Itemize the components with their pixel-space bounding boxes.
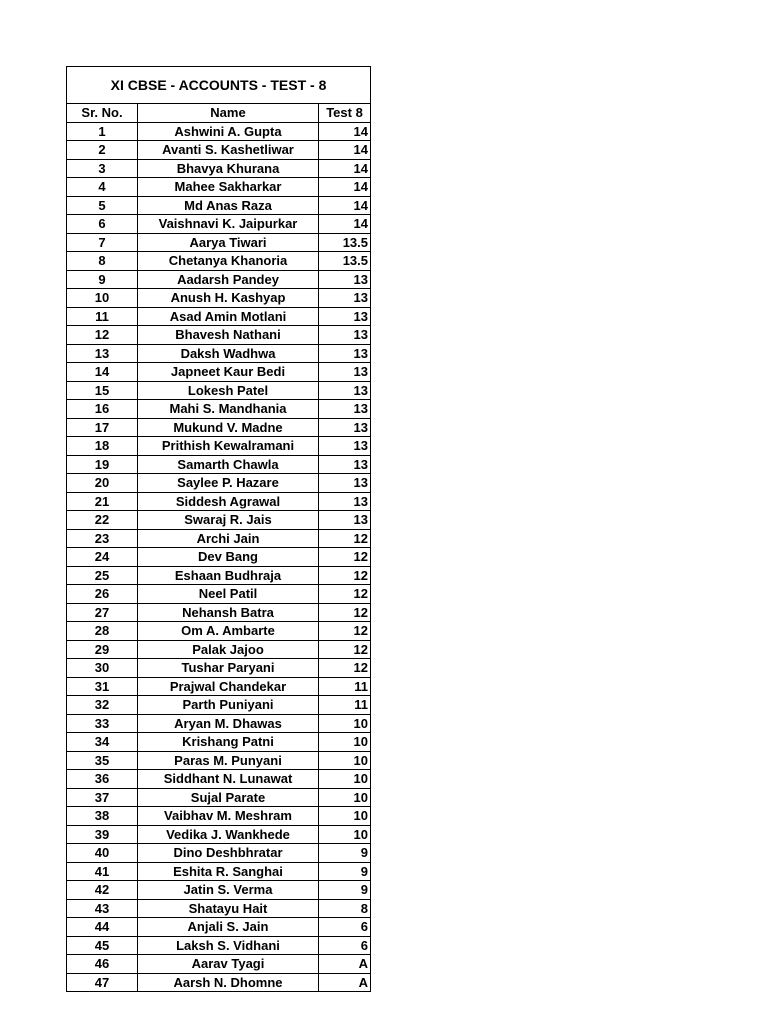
table-row <box>67 437 370 456</box>
cell-name: Siddhant N. Lunawat <box>138 770 319 788</box>
cell-sr-no: 42 <box>67 881 138 899</box>
cell-score: 13 <box>353 475 368 490</box>
cell-score: 10 <box>353 826 368 842</box>
cell-score: 10 <box>353 752 368 768</box>
cell-sr-no: 1 <box>67 123 138 141</box>
cell-name: Dino Deshbhratar <box>138 844 319 862</box>
cell-sr-no: 20 <box>67 474 138 492</box>
cell-sr-no: 26 <box>67 585 138 603</box>
cell-sr-no: 35 <box>67 752 138 770</box>
cell-name: Daksh Wadhwa <box>138 345 319 363</box>
cell-name: Archi Jain <box>138 530 319 548</box>
cell-name: Chetanya Khanoria <box>138 252 319 270</box>
cell-score: 14 <box>353 179 368 194</box>
cell-sr-no: 12 <box>67 326 138 344</box>
cell-name: Swaraj R. Jais <box>138 511 319 529</box>
cell-score: 14 <box>353 160 368 176</box>
cell-score: 10 <box>353 789 368 805</box>
table-row <box>67 752 370 771</box>
cell-name: Prithish Kewalramani <box>138 437 319 455</box>
cell-score: 13.5 <box>342 253 368 268</box>
cell-score: 9 <box>360 863 368 879</box>
cell-name: Tushar Paryani <box>138 659 319 677</box>
table-row <box>67 955 370 974</box>
table-row <box>67 807 370 826</box>
table-row <box>67 493 370 512</box>
table-row <box>67 696 370 715</box>
cell-name: Siddesh Agrawal <box>138 493 319 511</box>
table-row <box>67 530 370 549</box>
cell-sr-no: 28 <box>67 622 138 640</box>
cell-name: Parth Puniyani <box>138 696 319 714</box>
cell-score: 8 <box>360 900 368 916</box>
table-row <box>67 197 370 216</box>
cell-name: Prajwal Chandekar <box>138 678 319 696</box>
cell-score: 13 <box>353 456 368 472</box>
cell-score: 14 <box>353 123 368 139</box>
cell-sr-no: 44 <box>67 918 138 936</box>
cell-sr-no: 43 <box>67 900 138 918</box>
cell-sr-no: 27 <box>67 604 138 622</box>
cell-score: 10 <box>353 771 368 786</box>
cell-score: 12 <box>353 567 368 583</box>
cell-sr-no: 30 <box>67 659 138 677</box>
cell-name: Eshita R. Sanghai <box>138 863 319 881</box>
cell-score: 10 <box>353 734 368 749</box>
cell-score: 12 <box>353 623 368 638</box>
table-row <box>67 863 370 882</box>
cell-sr-no: 6 <box>67 215 138 233</box>
cell-name: Shatayu Hait <box>138 900 319 918</box>
cell-name: Aadarsh Pandey <box>138 271 319 289</box>
cell-sr-no: 41 <box>67 863 138 881</box>
table-row <box>67 456 370 475</box>
cell-name: Anush H. Kashyap <box>138 289 319 307</box>
cell-name: Aryan M. Dhawas <box>138 715 319 733</box>
cell-name: Anjali S. Jain <box>138 918 319 936</box>
table-row <box>67 123 370 142</box>
cell-sr-no: 3 <box>67 160 138 178</box>
cell-sr-no: 15 <box>67 382 138 400</box>
table-row <box>67 826 370 845</box>
cell-name: Aarav Tyagi <box>138 955 319 973</box>
cell-score: A <box>358 974 368 990</box>
cell-name: Md Anas Raza <box>138 197 319 215</box>
cell-name: Ashwini A. Gupta <box>138 123 319 141</box>
cell-name: Vaishnavi K. Jaipurkar <box>138 215 319 233</box>
cell-sr-no: 10 <box>67 289 138 307</box>
cell-name: Samarth Chawla <box>138 456 319 474</box>
cell-sr-no: 22 <box>67 511 138 529</box>
cell-name: Saylee P. Hazare <box>138 474 319 492</box>
cell-sr-no: 33 <box>67 715 138 733</box>
cell-sr-no: 2 <box>67 141 138 159</box>
cell-score: 12 <box>353 586 368 601</box>
cell-name: Neel Patil <box>138 585 319 603</box>
cell-sr-no: 34 <box>67 733 138 751</box>
table-row <box>67 881 370 900</box>
cell-sr-no: 13 <box>67 345 138 363</box>
table-row <box>67 844 370 863</box>
cell-name: Krishang Patni <box>138 733 319 751</box>
table-row <box>67 382 370 401</box>
cell-name: Mukund V. Madne <box>138 419 319 437</box>
table-row <box>67 215 370 234</box>
cell-score: 13 <box>353 419 368 435</box>
table-row <box>67 789 370 808</box>
cell-sr-no: 16 <box>67 400 138 418</box>
cell-sr-no: 45 <box>67 937 138 955</box>
cell-sr-no: 14 <box>67 363 138 381</box>
header-sr-no: Sr. No. <box>67 104 138 122</box>
table-row <box>67 511 370 530</box>
cell-sr-no: 36 <box>67 770 138 788</box>
table-row <box>67 400 370 419</box>
cell-name: Bhavya Khurana <box>138 160 319 178</box>
table-row <box>67 585 370 604</box>
table-row <box>67 659 370 678</box>
table-row <box>67 141 370 160</box>
cell-score: 12 <box>353 660 368 675</box>
cell-sr-no: 29 <box>67 641 138 659</box>
table-row <box>67 271 370 290</box>
cell-score: A <box>358 956 368 971</box>
cell-score: 14 <box>353 197 368 213</box>
cell-score: 13 <box>353 327 368 342</box>
cell-sr-no: 25 <box>67 567 138 585</box>
table-row <box>67 641 370 660</box>
cell-score: 12 <box>353 530 368 546</box>
cell-score: 10 <box>353 808 368 823</box>
cell-sr-no: 7 <box>67 234 138 252</box>
cell-name: Lokesh Patel <box>138 382 319 400</box>
cell-score: 13 <box>353 364 368 379</box>
cell-sr-no: 32 <box>67 696 138 714</box>
cell-score: 13 <box>353 345 368 361</box>
cell-score: 12 <box>353 549 368 564</box>
table-row <box>67 567 370 586</box>
cell-name: Laksh S. Vidhani <box>138 937 319 955</box>
cell-name: Palak Jajoo <box>138 641 319 659</box>
results-table <box>66 66 371 992</box>
table-row <box>67 326 370 345</box>
table-row <box>67 308 370 327</box>
cell-sr-no: 46 <box>67 955 138 973</box>
cell-score: 9 <box>360 845 368 860</box>
table-title: XI CBSE - ACCOUNTS - TEST - 8 <box>67 67 370 104</box>
cell-name: Aarya Tiwari <box>138 234 319 252</box>
cell-name: Bhavesh Nathani <box>138 326 319 344</box>
cell-name: Mahi S. Mandhania <box>138 400 319 418</box>
table-row <box>67 234 370 253</box>
cell-score: 12 <box>353 604 368 620</box>
table-row <box>67 548 370 567</box>
table-row <box>67 900 370 919</box>
cell-sr-no: 8 <box>67 252 138 270</box>
cell-name: Eshaan Budhraja <box>138 567 319 585</box>
table-row <box>67 178 370 197</box>
cell-sr-no: 18 <box>67 437 138 455</box>
cell-sr-no: 39 <box>67 826 138 844</box>
cell-score: 9 <box>360 882 368 897</box>
cell-score: 13 <box>353 401 368 416</box>
table-row <box>67 289 370 308</box>
cell-name: Vedika J. Wankhede <box>138 826 319 844</box>
cell-name: Mahee Sakharkar <box>138 178 319 196</box>
cell-sr-no: 47 <box>67 974 138 992</box>
cell-score: 10 <box>353 715 368 731</box>
table-row <box>67 160 370 179</box>
cell-sr-no: 40 <box>67 844 138 862</box>
table-header-row <box>67 104 370 123</box>
cell-score: 11 <box>354 678 368 694</box>
table-row <box>67 937 370 956</box>
cell-score: 11 <box>354 697 368 712</box>
cell-name: Vaibhav M. Meshram <box>138 807 319 825</box>
table-row <box>67 733 370 752</box>
cell-name: Avanti S. Kashetliwar <box>138 141 319 159</box>
cell-score: 14 <box>353 142 368 157</box>
cell-score: 13 <box>353 290 368 305</box>
table-row <box>67 678 370 697</box>
cell-score: 13.5 <box>342 234 368 250</box>
cell-sr-no: 4 <box>67 178 138 196</box>
cell-name: Om A. Ambarte <box>138 622 319 640</box>
cell-sr-no: 5 <box>67 197 138 215</box>
cell-sr-no: 37 <box>67 789 138 807</box>
table-body <box>67 123 370 992</box>
cell-sr-no: 31 <box>67 678 138 696</box>
header-test-8: Test 8 <box>326 105 363 120</box>
cell-name: Nehansh Batra <box>138 604 319 622</box>
table-row <box>67 474 370 493</box>
table-row <box>67 918 370 937</box>
table-row <box>67 419 370 438</box>
cell-score: 6 <box>360 919 368 934</box>
table-row <box>67 715 370 734</box>
cell-name: Jatin S. Verma <box>138 881 319 899</box>
cell-sr-no: 21 <box>67 493 138 511</box>
table-row <box>67 363 370 382</box>
table-row <box>67 252 370 271</box>
cell-score: 13 <box>353 512 368 527</box>
table-row <box>67 604 370 623</box>
cell-name: Paras M. Punyani <box>138 752 319 770</box>
table-row <box>67 974 370 992</box>
cell-sr-no: 17 <box>67 419 138 437</box>
cell-score: 12 <box>353 641 368 657</box>
cell-score: 6 <box>360 937 368 953</box>
cell-name: Sujal Parate <box>138 789 319 807</box>
header-name: Name <box>138 104 319 122</box>
cell-sr-no: 19 <box>67 456 138 474</box>
cell-sr-no: 23 <box>67 530 138 548</box>
table-row <box>67 770 370 789</box>
cell-score: 13 <box>353 438 368 453</box>
table-row <box>67 345 370 364</box>
cell-name: Aarsh N. Dhomne <box>138 974 319 992</box>
cell-name: Japneet Kaur Bedi <box>138 363 319 381</box>
table-row <box>67 622 370 641</box>
cell-sr-no: 24 <box>67 548 138 566</box>
cell-name: Dev Bang <box>138 548 319 566</box>
cell-score: 13 <box>353 271 368 287</box>
cell-score: 13 <box>353 493 368 509</box>
cell-score: 13 <box>353 382 368 398</box>
cell-name: Asad Amin Motlani <box>138 308 319 326</box>
cell-score: 13 <box>353 308 368 324</box>
cell-sr-no: 11 <box>67 308 138 326</box>
cell-sr-no: 38 <box>67 807 138 825</box>
cell-score: 14 <box>353 216 368 231</box>
cell-sr-no: 9 <box>67 271 138 289</box>
